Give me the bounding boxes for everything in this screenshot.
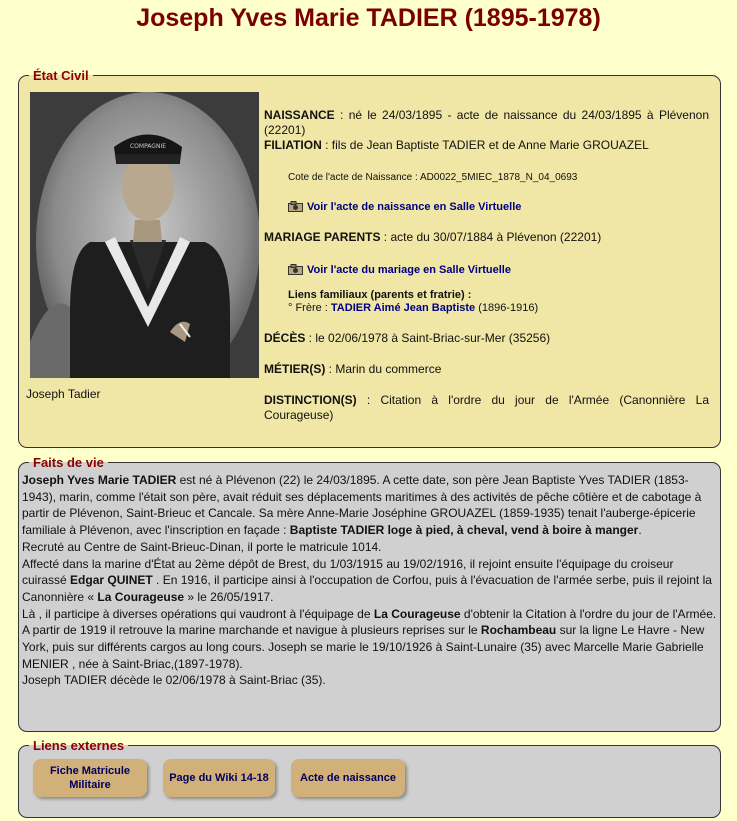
svg-text:COMPAGNIE: COMPAGNIE xyxy=(129,143,167,150)
fiche-matricule-button[interactable] xyxy=(33,759,147,797)
etat-civil-legend: État Civil xyxy=(33,68,89,83)
faits-bold: Rochambeau xyxy=(480,623,557,638)
filiation-label: FILIATION xyxy=(264,138,322,152)
distinction-value: : Citation à l'ordre du jour de l'Armée (Canonnière La Courageuse) xyxy=(264,393,709,422)
mariage-line xyxy=(264,230,709,245)
faits-text-span: » le 26/05/1917. xyxy=(184,589,274,604)
wiki-button[interactable] xyxy=(163,759,275,797)
camera-icon xyxy=(288,264,303,279)
deces-value: : le 02/06/1978 à Saint-Briac-sur-Mer (35256) xyxy=(305,331,551,345)
faits-paragraph xyxy=(22,472,718,539)
frere-line xyxy=(288,302,709,315)
naissance-value: : né le 24/03/1895 - acte de naissance du 24/03/1895 à Plévenon (22201) xyxy=(264,108,709,137)
faits-paragraph xyxy=(22,606,718,623)
filiation-value: : fils de Jean Baptiste TADIER et de Anne Marie GROUAZEL xyxy=(321,138,649,152)
faits-text-span: d'obtenir la Citation à l'ordre du jour de l'Armée. xyxy=(460,606,717,621)
wiki-button-label: Page du Wiki 14-18 xyxy=(169,772,269,784)
faits-text-span: Là , il participe à diverses opérations qui vaudront à l'équipage de xyxy=(22,606,374,621)
acte-naissance-button-label: Acte de naissance xyxy=(300,772,396,784)
acte-naissance-button[interactable] xyxy=(291,759,405,797)
page-title: Joseph Yves Marie TADIER (1895-1978) xyxy=(136,4,601,32)
deces-label: DÉCÈS xyxy=(264,331,306,345)
liens-familiaux-title: Liens familiaux (parents et fratrie) : xyxy=(288,289,472,301)
faits-bold: Edgar QUINET xyxy=(70,573,153,588)
voir-naissance-label[interactable]: Voir l'acte de naissance en Salle Virtuelle xyxy=(307,201,522,213)
faits-name: Joseph Yves Marie TADIER xyxy=(22,473,177,487)
liens-legend: Liens externes xyxy=(33,738,125,753)
camera-icon xyxy=(288,201,303,216)
deces-line xyxy=(264,331,709,346)
civil-info xyxy=(264,108,709,423)
frere-link[interactable]: TADIER Aimé Jean Baptiste xyxy=(330,302,476,314)
faits-bold: Baptiste TADIER loge à pied, à cheval, vend à boire à manger xyxy=(289,523,639,538)
faits-paragraph: Recruté au Centre de Saint-Brieuc-Dinan, il porte le matricule 1014. xyxy=(22,539,382,554)
faits-bold: La Courageuse xyxy=(97,589,185,604)
portrait-photo xyxy=(30,92,259,378)
faits-bold: La Courageuse xyxy=(373,606,461,621)
mariage-value: : acte du 30/07/1884 à Plévenon (22201) xyxy=(380,230,602,244)
faits-paragraph xyxy=(22,622,718,672)
distinction-line xyxy=(264,393,709,423)
faits-text-span: Affecté dans la marine d'État au 2ème dépôt de Brest, du 1/03/1915 au 19/02/1916, il rejoint ensuite l'équipage du croiseur cuirassé xyxy=(22,556,674,588)
voir-naissance-link[interactable] xyxy=(288,199,709,216)
liens-externes-section xyxy=(18,738,721,818)
naissance-line xyxy=(264,108,709,138)
photo-caption: Joseph Tadier xyxy=(26,387,101,401)
metier-label: MÉTIER(S) xyxy=(264,362,326,376)
metier-line xyxy=(264,362,709,377)
faits-de-vie-section xyxy=(18,455,721,732)
etat-civil-section xyxy=(18,68,721,448)
naissance-label: NAISSANCE xyxy=(264,108,335,122)
faits-paragraph: Joseph TADIER décède le 02/06/1978 à Saint-Briac (35). xyxy=(22,673,326,688)
faits-text xyxy=(22,472,718,689)
fiche-matricule-label-1: Fiche Matricule xyxy=(49,765,131,777)
mariage-label: MARIAGE PARENTS xyxy=(264,230,381,244)
frere-dates: (1896-1916) xyxy=(475,302,539,314)
faits-text-span: est né à Plévenon (22) le 24/03/1895. A cette date, son père Jean Baptiste Yves TADIER (1853-1943), marin, comme l'était son père, avait réduit ses déplacements maritimes à des activités de pêche côtière et de cabotage à partir de Plévenon, Saint-Brieuc et Cancale. Sa mère Anne-Marie Joséphine GROUAZEL (1859-1935) tenait l'auberge-épicerie familiale à Plévenon, avec l'inscription en façade : xyxy=(22,473,702,538)
voir-mariage-link[interactable] xyxy=(288,262,709,279)
distinction-label: DISTINCTION(S) xyxy=(264,393,357,407)
faits-text-span: . En 1916, il participe ainsi à l'occupation de Corfou, puis à l'évacuation de l'armée serbe, puis il rejoint la Canonnière « xyxy=(22,573,712,604)
faits-text-span: . xyxy=(638,523,642,538)
faits-text-span: A partir de 1919 il retrouve la marine marchande et navigue à plusieurs reprises sur le xyxy=(22,623,481,638)
fiche-matricule-label-2: Militaire xyxy=(69,779,111,791)
metier-value: : Marin du commerce xyxy=(325,362,442,376)
faits-paragraph xyxy=(22,556,718,606)
cote-naissance: Cote de l'acte de Naissance : AD0022_5MIEC_1878_N_04_0693 xyxy=(288,172,578,183)
faits-legend: Faits de vie xyxy=(33,455,104,470)
faits-text-span: sur la ligne Le Havre - New York, puis sur différents cargos au long cours. Joseph se marie le 19/10/1926 à Saint-Lunaire (35) avec Marcelle Marie Gabrielle MENIER , née à Saint-Briac,(1897-1978). xyxy=(22,623,705,671)
voir-mariage-label[interactable]: Voir l'acte du mariage en Salle Virtuelle xyxy=(307,264,511,276)
frere-prefix: ° Frère : xyxy=(288,302,331,314)
filiation-line xyxy=(264,138,709,153)
